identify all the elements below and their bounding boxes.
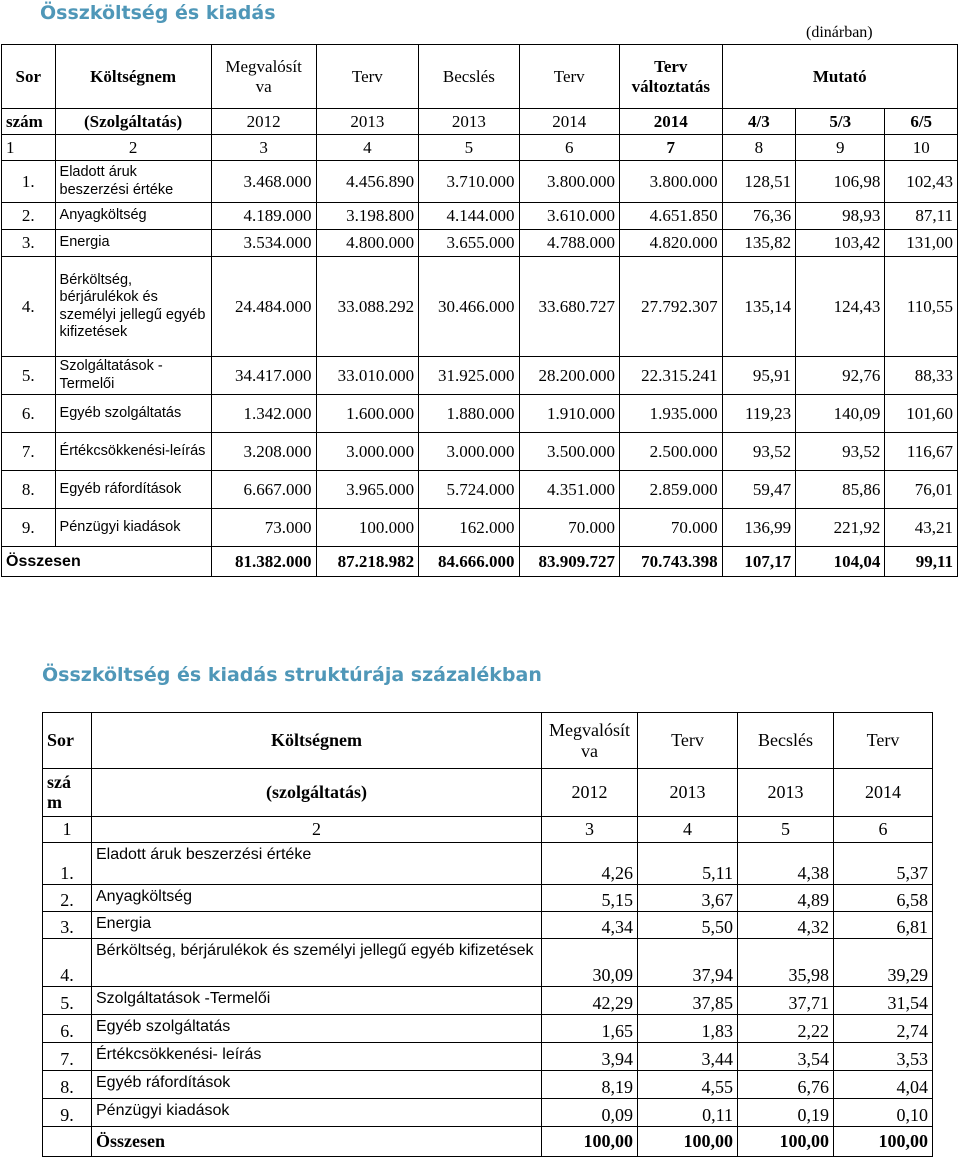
- header-cell: Terv: [638, 713, 738, 769]
- value-cell: 4,38: [738, 843, 834, 885]
- value-cell: 28.200.000: [519, 357, 619, 395]
- subheader-cell: 6/5: [885, 109, 958, 135]
- value-cell: 37,94: [638, 939, 738, 987]
- value-cell: 31.925.000: [419, 357, 519, 395]
- row-label: Pénzügyi kiadások: [92, 1099, 542, 1127]
- row-number: 6.: [2, 395, 56, 433]
- value-cell: 3.468.000: [211, 161, 316, 203]
- value-cell: 128,51: [722, 161, 796, 203]
- value-cell: 31,54: [834, 987, 933, 1015]
- value-cell: 103,42: [796, 230, 885, 257]
- value-cell: 76,01: [885, 471, 958, 509]
- row-label: Értékcsökkenési- leírás: [92, 1043, 542, 1071]
- subheader-cell: 4/3: [722, 109, 796, 135]
- table-header-row: [2, 45, 958, 109]
- column-number-cell: 2: [55, 135, 211, 161]
- row-label: Anyagköltség: [92, 885, 542, 912]
- table-row: [43, 987, 933, 1015]
- table-row: [43, 843, 933, 885]
- table-row: [2, 395, 958, 433]
- value-cell: 1,65: [542, 1015, 638, 1043]
- total-value: 87.218.982: [316, 547, 419, 577]
- row-number: 4.: [2, 257, 56, 357]
- row-label: Bérköltség, bérjárulékok és személyi jellegű egyéb kifizetések: [92, 939, 542, 987]
- column-number-cell: 8: [722, 135, 796, 161]
- row-label: Eladott áruk beszerzési értéke: [92, 843, 542, 885]
- value-cell: 4,32: [738, 912, 834, 939]
- value-cell: 136,99: [722, 509, 796, 547]
- value-cell: 0,10: [834, 1099, 933, 1127]
- value-cell: 101,60: [885, 395, 958, 433]
- value-cell: 4,04: [834, 1071, 933, 1099]
- row-number: 1.: [43, 843, 92, 885]
- column-number-cell: 2: [92, 817, 542, 843]
- header-cell: Megvalósít va: [542, 713, 638, 769]
- value-cell: 95,91: [722, 357, 796, 395]
- row-number: 9.: [43, 1099, 92, 1127]
- value-cell: 73.000: [211, 509, 316, 547]
- subheader-cell: 2012: [542, 769, 638, 817]
- row-number: 5.: [43, 987, 92, 1015]
- subheader-cell: 2013: [419, 109, 519, 135]
- row-number: 8.: [2, 471, 56, 509]
- value-cell: 35,98: [738, 939, 834, 987]
- value-cell: 3.655.000: [419, 230, 519, 257]
- header-cell: Terv változtatás: [619, 45, 722, 109]
- subheader-cell: 2013: [316, 109, 419, 135]
- value-cell: 221,92: [796, 509, 885, 547]
- total-label: Összesen: [2, 547, 212, 577]
- column-number-cell: 6: [519, 135, 619, 161]
- value-cell: 4,34: [542, 912, 638, 939]
- table-row: [43, 912, 933, 939]
- subheader-cell: 2013: [738, 769, 834, 817]
- row-label: Pénzügyi kiadások: [55, 509, 211, 547]
- total-value: 83.909.727: [519, 547, 619, 577]
- value-cell: 4.351.000: [519, 471, 619, 509]
- value-cell: 3.000.000: [419, 433, 519, 471]
- value-cell: 6,81: [834, 912, 933, 939]
- total-value: 70.743.398: [619, 547, 722, 577]
- value-cell: 2,74: [834, 1015, 933, 1043]
- value-cell: 106,98: [796, 161, 885, 203]
- table-row: [2, 230, 958, 257]
- subheader-cell: szám: [2, 109, 56, 135]
- value-cell: 4.456.890: [316, 161, 419, 203]
- value-cell: 3,54: [738, 1043, 834, 1071]
- value-cell: 1.935.000: [619, 395, 722, 433]
- table-row: [2, 509, 958, 547]
- subheader-cell: 2014: [619, 109, 722, 135]
- value-cell: 33.010.000: [316, 357, 419, 395]
- value-cell: 3,94: [542, 1043, 638, 1071]
- header-cell: Sor: [43, 713, 92, 769]
- value-cell: 76,36: [722, 203, 796, 230]
- cost-table: [1, 44, 958, 577]
- column-number-cell: 7: [619, 135, 722, 161]
- row-label: Szolgáltatások -Termelői: [92, 987, 542, 1015]
- column-number-row: [43, 817, 933, 843]
- row-label: Egyéb ráfordítások: [92, 1071, 542, 1099]
- row-label: Szolgáltatások - Termelői: [55, 357, 211, 395]
- column-number-cell: 10: [885, 135, 958, 161]
- value-cell: 3,53: [834, 1043, 933, 1071]
- value-cell: 0,11: [638, 1099, 738, 1127]
- value-cell: 43,21: [885, 509, 958, 547]
- row-number: 6.: [43, 1015, 92, 1043]
- row-number: 8.: [43, 1071, 92, 1099]
- total-value: 100,00: [834, 1127, 933, 1157]
- row-label: Egyéb ráfordítások: [55, 471, 211, 509]
- table-row: [2, 433, 958, 471]
- value-cell: 4.788.000: [519, 230, 619, 257]
- value-cell: 70.000: [519, 509, 619, 547]
- column-number-cell: 5: [419, 135, 519, 161]
- value-cell: 6.667.000: [211, 471, 316, 509]
- value-cell: 70.000: [619, 509, 722, 547]
- value-cell: 33.088.292: [316, 257, 419, 357]
- value-cell: 131,00: [885, 230, 958, 257]
- table-body: [2, 161, 958, 577]
- value-cell: 37,85: [638, 987, 738, 1015]
- table-row: [43, 885, 933, 912]
- table-row: [2, 471, 958, 509]
- header-cell: Terv: [834, 713, 933, 769]
- value-cell: 3.198.800: [316, 203, 419, 230]
- column-number-cell: 4: [316, 135, 419, 161]
- value-cell: 124,43: [796, 257, 885, 357]
- value-cell: 4,26: [542, 843, 638, 885]
- column-number-cell: 1: [2, 135, 56, 161]
- value-cell: 8,19: [542, 1071, 638, 1099]
- value-cell: 3.500.000: [519, 433, 619, 471]
- value-cell: 33.680.727: [519, 257, 619, 357]
- table-row: [43, 1099, 933, 1127]
- structure-table: [42, 712, 933, 1157]
- total-value: 100,00: [542, 1127, 638, 1157]
- column-number-row: [2, 135, 958, 161]
- value-cell: 4,89: [738, 885, 834, 912]
- value-cell: 88,33: [885, 357, 958, 395]
- header-cell: Költségnem: [55, 45, 211, 109]
- page-title: Összköltség és kiadás: [40, 2, 276, 24]
- value-cell: 85,86: [796, 471, 885, 509]
- section-title: Összköltség és kiadás struktúrája százalékban: [42, 664, 542, 686]
- row-label: Értékcsökkenési-leírás: [55, 433, 211, 471]
- value-cell: 22.315.241: [619, 357, 722, 395]
- value-cell: 116,67: [885, 433, 958, 471]
- value-cell: 6,76: [738, 1071, 834, 1099]
- row-number: 7.: [2, 433, 56, 471]
- header-cell: Sor: [2, 45, 56, 109]
- value-cell: 119,23: [722, 395, 796, 433]
- value-cell: 102,43: [885, 161, 958, 203]
- row-number: 9.: [2, 509, 56, 547]
- value-cell: 3.710.000: [419, 161, 519, 203]
- row-number: 3.: [43, 912, 92, 939]
- subheader-cell: szá m: [43, 769, 92, 817]
- value-cell: 3.800.000: [519, 161, 619, 203]
- table-row: [2, 257, 958, 357]
- row-number: 7.: [43, 1043, 92, 1071]
- table-row: [43, 1015, 933, 1043]
- unit-note: (dinárban): [806, 24, 873, 41]
- subheader-cell: 2014: [834, 769, 933, 817]
- column-number-cell: 9: [796, 135, 885, 161]
- value-cell: 135,82: [722, 230, 796, 257]
- row-number: 4.: [43, 939, 92, 987]
- subheader-cell: (szolgáltatás): [92, 769, 542, 817]
- value-cell: 4.651.850: [619, 203, 722, 230]
- value-cell: 5,11: [638, 843, 738, 885]
- total-value: 99,11: [885, 547, 958, 577]
- value-cell: 0,19: [738, 1099, 834, 1127]
- value-cell: 3.534.000: [211, 230, 316, 257]
- subheader-cell: (Szolgáltatás): [55, 109, 211, 135]
- value-cell: 5,37: [834, 843, 933, 885]
- row-number: 1.: [2, 161, 56, 203]
- header-cell: Költségnem: [92, 713, 542, 769]
- table-row: [43, 1071, 933, 1099]
- column-number-cell: 3: [211, 135, 316, 161]
- row-number: 2.: [43, 885, 92, 912]
- header-cell: Becslés: [738, 713, 834, 769]
- value-cell: 30.466.000: [419, 257, 519, 357]
- value-cell: 4.144.000: [419, 203, 519, 230]
- value-cell: 3.610.000: [519, 203, 619, 230]
- row-label: Anyagköltség: [55, 203, 211, 230]
- value-cell: 3,67: [638, 885, 738, 912]
- column-number-cell: 4: [638, 817, 738, 843]
- table-subheader-row: [2, 109, 958, 135]
- value-cell: 3.208.000: [211, 433, 316, 471]
- value-cell: 1.910.000: [519, 395, 619, 433]
- row-number: 3.: [2, 230, 56, 257]
- total-value: 100,00: [738, 1127, 834, 1157]
- total-row: [43, 1127, 933, 1157]
- value-cell: 6,58: [834, 885, 933, 912]
- value-cell: 5,15: [542, 885, 638, 912]
- row-number: 2.: [2, 203, 56, 230]
- value-cell: 39,29: [834, 939, 933, 987]
- column-number-cell: 6: [834, 817, 933, 843]
- row-label: Egyéb szolgáltatás: [92, 1015, 542, 1043]
- subheader-cell: 5/3: [796, 109, 885, 135]
- total-value: 81.382.000: [211, 547, 316, 577]
- value-cell: 140,09: [796, 395, 885, 433]
- value-cell: 3.000.000: [316, 433, 419, 471]
- total-value: 100,00: [638, 1127, 738, 1157]
- header-cell: Terv: [316, 45, 419, 109]
- value-cell: 37,71: [738, 987, 834, 1015]
- total-value: 104,04: [796, 547, 885, 577]
- subheader-cell: 2012: [211, 109, 316, 135]
- value-cell: 30,09: [542, 939, 638, 987]
- table-row: [2, 203, 958, 230]
- table-subheader-row: [43, 769, 933, 817]
- value-cell: 93,52: [796, 433, 885, 471]
- value-cell: 1.342.000: [211, 395, 316, 433]
- value-cell: 3.800.000: [619, 161, 722, 203]
- value-cell: 42,29: [542, 987, 638, 1015]
- row-label: Energia: [92, 912, 542, 939]
- value-cell: 110,55: [885, 257, 958, 357]
- header-cell: Mutató: [722, 45, 957, 109]
- total-value: 107,17: [722, 547, 796, 577]
- column-number-cell: 1: [43, 817, 92, 843]
- value-cell: 1.600.000: [316, 395, 419, 433]
- value-cell: 5.724.000: [419, 471, 519, 509]
- value-cell: 27.792.307: [619, 257, 722, 357]
- subheader-cell: 2014: [519, 109, 619, 135]
- value-cell: 93,52: [722, 433, 796, 471]
- value-cell: 4.820.000: [619, 230, 722, 257]
- table-row: [43, 1043, 933, 1071]
- value-cell: 100.000: [316, 509, 419, 547]
- value-cell: 92,76: [796, 357, 885, 395]
- row-label: Eladott áruk beszerzési értéke: [55, 161, 211, 203]
- header-cell: Megvalósít va: [211, 45, 316, 109]
- table-body: [43, 843, 933, 1157]
- column-number-cell: 5: [738, 817, 834, 843]
- total-value: 84.666.000: [419, 547, 519, 577]
- row-number: 5.: [2, 357, 56, 395]
- value-cell: 162.000: [419, 509, 519, 547]
- column-number-cell: 3: [542, 817, 638, 843]
- value-cell: 4.800.000: [316, 230, 419, 257]
- row-number: [43, 1127, 92, 1157]
- header-cell: Becslés: [419, 45, 519, 109]
- value-cell: 59,47: [722, 471, 796, 509]
- value-cell: 87,11: [885, 203, 958, 230]
- value-cell: 2,22: [738, 1015, 834, 1043]
- row-label: Egyéb szolgáltatás: [55, 395, 211, 433]
- row-label: Energia: [55, 230, 211, 257]
- value-cell: 0,09: [542, 1099, 638, 1127]
- total-label: Összesen: [92, 1127, 542, 1157]
- table-header-row: [43, 713, 933, 769]
- header-cell: Terv: [519, 45, 619, 109]
- value-cell: 2.859.000: [619, 471, 722, 509]
- value-cell: 5,50: [638, 912, 738, 939]
- total-row: [2, 547, 958, 577]
- value-cell: 24.484.000: [211, 257, 316, 357]
- value-cell: 1,83: [638, 1015, 738, 1043]
- table-row: [2, 357, 958, 395]
- row-label: Bérköltség, bérjárulékok és személyi jellegű egyéb kifizetések: [55, 257, 211, 357]
- value-cell: 2.500.000: [619, 433, 722, 471]
- table-row: [2, 161, 958, 203]
- value-cell: 135,14: [722, 257, 796, 357]
- subheader-cell: 2013: [638, 769, 738, 817]
- table-row: [43, 939, 933, 987]
- value-cell: 98,93: [796, 203, 885, 230]
- value-cell: 34.417.000: [211, 357, 316, 395]
- value-cell: 4,55: [638, 1071, 738, 1099]
- value-cell: 3.965.000: [316, 471, 419, 509]
- value-cell: 4.189.000: [211, 203, 316, 230]
- value-cell: 3,44: [638, 1043, 738, 1071]
- value-cell: 1.880.000: [419, 395, 519, 433]
